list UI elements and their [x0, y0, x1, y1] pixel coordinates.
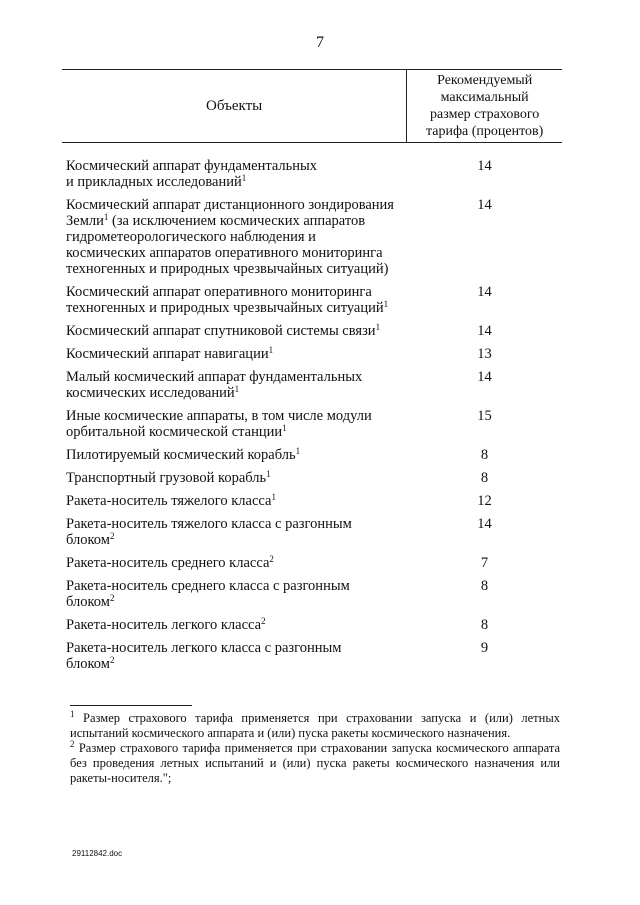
- header-rate: [407, 70, 562, 142]
- row-rate-value: 9: [480, 640, 489, 656]
- table-row: [62, 447, 562, 463]
- row-object-line: [66, 516, 407, 532]
- footnotes: [70, 711, 560, 786]
- footnote: [70, 711, 560, 741]
- row-object: [62, 470, 407, 486]
- row-object-line: [66, 532, 407, 548]
- row-rate-value: 8: [480, 470, 489, 486]
- row-rate-value: 12: [477, 493, 492, 509]
- row-object-line: [66, 174, 407, 190]
- row-rate-value: 14: [477, 516, 492, 532]
- footnote-ref: 1: [241, 173, 247, 183]
- row-object-text: блоком: [66, 656, 110, 672]
- row-object-line: [66, 470, 407, 486]
- row-rate-value: 14: [477, 369, 492, 385]
- table-row: [62, 493, 562, 509]
- row-object: [62, 493, 407, 509]
- row-object: [62, 447, 407, 463]
- row-rate-value: 7: [480, 555, 489, 571]
- table-row: [62, 284, 562, 316]
- header-rate-line: тарифа (процентов): [425, 124, 544, 139]
- footnote-ref: 2: [109, 531, 115, 541]
- footnote-ref: 1: [234, 384, 240, 394]
- footnote-ref: 1: [103, 212, 109, 222]
- footnote-mark: 2: [70, 739, 75, 749]
- row-object-line: [66, 300, 407, 316]
- row-rate-value: 8: [480, 617, 489, 633]
- row-object-line: космических аппаратов оперативного мониторинга: [66, 245, 383, 261]
- row-object-line: [66, 447, 407, 463]
- row-object-text: Космический аппарат навигации: [66, 346, 269, 362]
- table-row: [62, 369, 562, 401]
- row-object-text: Ракета-носитель среднего класса с разгонным: [66, 578, 350, 594]
- footnote-ref: 2: [261, 616, 266, 626]
- page-number: 7: [316, 34, 324, 51]
- row-object-text: космических исследований: [66, 385, 235, 401]
- table-row: [62, 323, 562, 339]
- row-object-text: Пилотируемый космический корабль: [66, 447, 296, 463]
- footnote-ref: 1: [271, 492, 276, 502]
- row-object: [62, 617, 407, 633]
- row-object-line: [66, 640, 407, 656]
- footnote-divider: [70, 705, 192, 706]
- row-object-text: Ракета-носитель легкого класса: [66, 617, 262, 633]
- footnote-ref: 1: [268, 345, 274, 355]
- row-object-text: техногенных и природных чрезвычайных ситуаций: [66, 300, 384, 316]
- footnote-mark: 1: [70, 709, 75, 719]
- table-body: [62, 158, 562, 672]
- row-object: [62, 284, 407, 316]
- row-object-text: блоком: [66, 594, 110, 610]
- row-object-text: Транспортный грузовой корабль: [66, 470, 267, 486]
- row-object-text: орбитальной космической станции: [66, 424, 283, 440]
- table-row: [62, 516, 562, 548]
- row-object-text: Малый космический аппарат фундаментальных: [66, 369, 363, 385]
- row-object-line: [66, 369, 407, 385]
- row-object-text: (за исключением космических аппаратов: [108, 213, 366, 229]
- header-rate-line: Рекомендуемый: [437, 73, 533, 88]
- row-object-line: [66, 424, 407, 440]
- table-row: [62, 470, 562, 486]
- row-object-line: [66, 656, 407, 672]
- row-object-line: [66, 594, 407, 610]
- row-object-line: [66, 213, 407, 229]
- row-object-text: Ракета-носитель легкого класса с разгонным: [66, 640, 342, 656]
- row-rate-value: 14: [477, 158, 492, 174]
- table-row: [62, 555, 562, 571]
- row-object-text: Земли: [66, 213, 104, 229]
- row-object: [62, 408, 407, 440]
- row-object-text: Космический аппарат фундаментальных: [66, 158, 318, 174]
- row-object-text: Иные космические аппараты, в том числе модули: [66, 408, 372, 424]
- row-object-text: блоком: [66, 532, 110, 548]
- row-object-text: Ракета-носитель тяжелого класса с разгонным: [66, 516, 352, 532]
- row-object: [62, 555, 407, 571]
- row-object-line: техногенных и природных чрезвычайных ситуаций): [66, 261, 389, 277]
- row-object-text: Космический аппарат оперативного мониторинга: [66, 284, 372, 300]
- row-rate-value: 14: [477, 197, 492, 213]
- row-object: [62, 640, 407, 672]
- header-rate-line: размер страхового: [430, 107, 540, 122]
- row-object-line: гидрометеорологического наблюдения и: [66, 229, 316, 245]
- footnote-ref: 2: [109, 655, 115, 665]
- footnote: [70, 741, 560, 786]
- file-label: 29112842.doc: [72, 849, 123, 858]
- footnote-text: Размер страхового тарифа применяется при страховании запуска и (или) летных испытаний космического аппарата и (или) пуска ракеты космического назначения.: [70, 711, 560, 740]
- row-object-line: [66, 385, 407, 401]
- row-object-line: [66, 578, 407, 594]
- row-object: [62, 578, 407, 610]
- footnote-text: Размер страхового тарифа применяется при страховании запуска космического аппарата без проведения летных испытаний и (или) пуска ракеты космического назначения или ракеты-носителя.";: [70, 741, 560, 785]
- row-object: [62, 369, 407, 401]
- row-object-text: Космический аппарат спутниковой системы связи: [66, 323, 376, 339]
- row-object-line: [66, 617, 407, 633]
- row-rate-value: 14: [477, 284, 492, 300]
- footnote-ref: 1: [375, 322, 381, 332]
- row-object: [62, 158, 407, 190]
- row-object-text: Ракета-носитель тяжелого класса: [66, 493, 272, 509]
- row-rate-value: 8: [480, 447, 489, 463]
- footnote-ref: 2: [269, 554, 274, 564]
- header-rate-line: максимальный: [440, 90, 529, 105]
- table-row: [62, 578, 562, 610]
- row-object-line: [66, 408, 407, 424]
- row-object-text: Ракета-носитель среднего класса: [66, 555, 270, 571]
- table-row: [62, 640, 562, 672]
- footnote-ref: 1: [383, 299, 389, 309]
- row-object: [62, 323, 407, 339]
- table-header: [62, 69, 562, 143]
- row-object-text: и прикладных исследований: [66, 174, 242, 190]
- table-row: [62, 346, 562, 362]
- row-object-line: [66, 158, 407, 174]
- row-object: [62, 346, 407, 362]
- table-row: [62, 617, 562, 633]
- row-object-line: [66, 346, 407, 362]
- tariff-table: [62, 69, 562, 679]
- row-object-line: [66, 284, 407, 300]
- footnote-ref: 1: [282, 423, 287, 433]
- table-row: [62, 197, 562, 277]
- footnote-ref: 1: [266, 469, 271, 479]
- row-rate-value: 15: [477, 408, 492, 424]
- row-object-line: [66, 555, 407, 571]
- header-objects: Объекты: [62, 70, 407, 142]
- row-object-line: [66, 493, 407, 509]
- row-object: [62, 516, 407, 548]
- table-row: [62, 408, 562, 440]
- table-row: [62, 158, 562, 190]
- row-rate-value: 8: [480, 578, 489, 594]
- row-rate-value: 14: [477, 323, 492, 339]
- row-object-line: [66, 323, 407, 339]
- footnote-ref: 1: [295, 446, 301, 456]
- row-object-line: Космический аппарат дистанционного зондирования: [66, 197, 394, 213]
- row-object: [62, 197, 407, 277]
- footnote-ref: 2: [109, 593, 115, 603]
- row-rate-value: 13: [477, 346, 492, 362]
